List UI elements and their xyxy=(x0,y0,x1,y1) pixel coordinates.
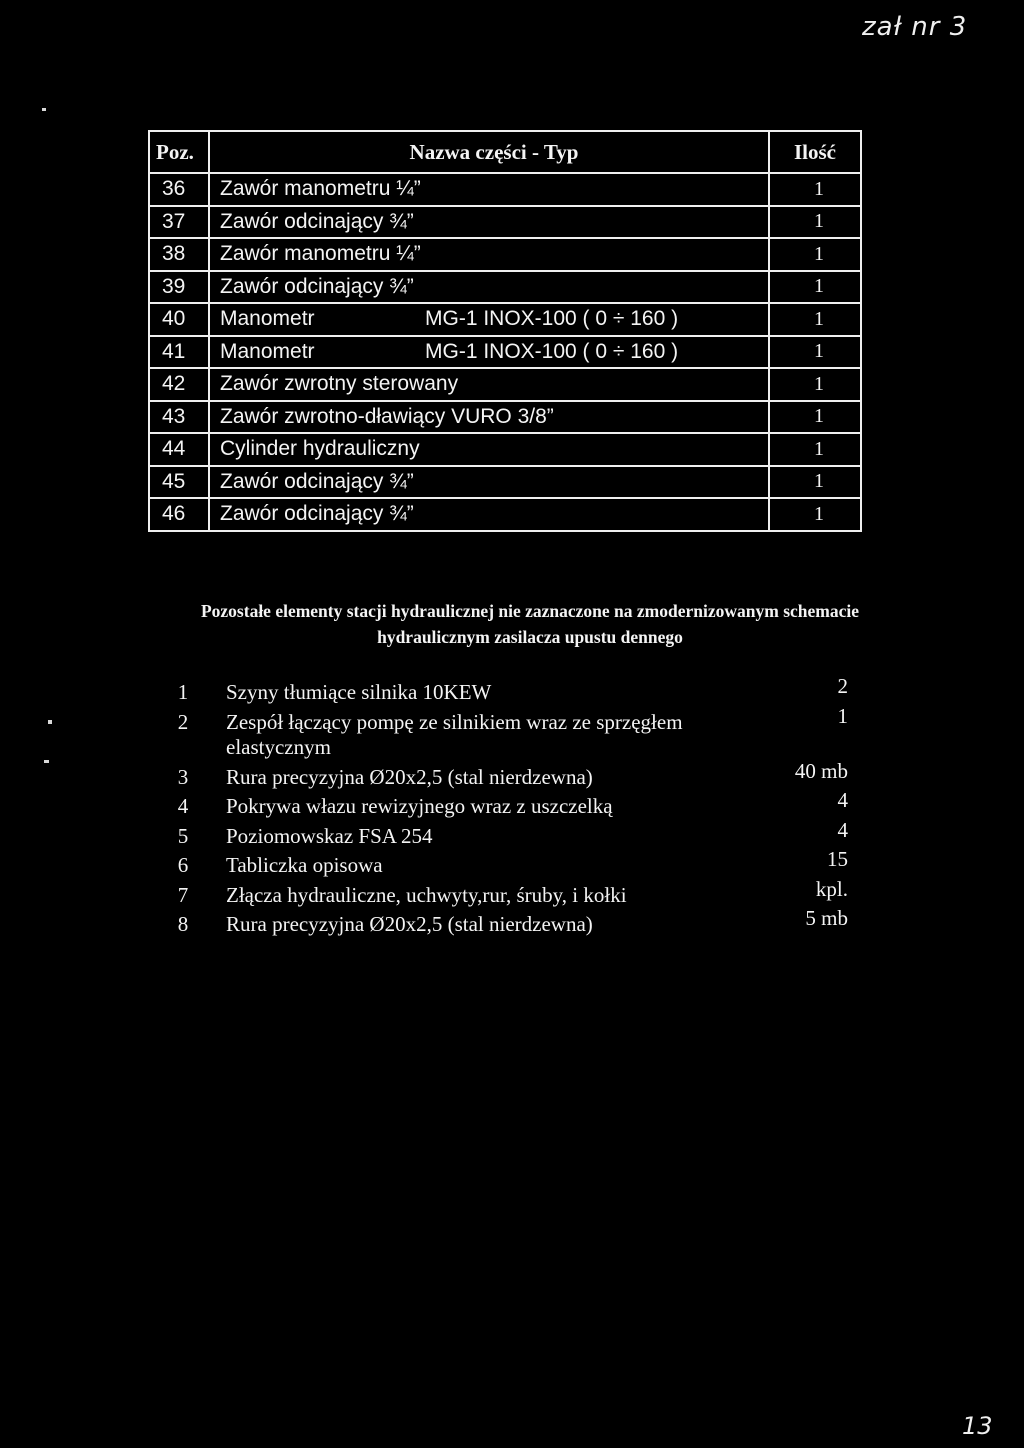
row-position: 46 xyxy=(149,498,209,531)
row-quantity: 1 xyxy=(769,466,861,499)
row-part-name: Zawór odcinający ¾” xyxy=(220,274,414,298)
remaining-elements-list xyxy=(168,674,868,940)
table-row xyxy=(149,271,861,304)
row-part-name-cell xyxy=(209,368,769,401)
row-part-name: Zawór odcinający ¾” xyxy=(220,502,414,526)
table-row xyxy=(149,433,861,466)
list-item xyxy=(168,906,868,940)
attachment-note: zał nr 3 xyxy=(862,12,968,42)
item-name: Poziomowskaz FSA 254 xyxy=(226,823,433,848)
row-part-name: Zawór odcinający ¾” xyxy=(220,209,414,233)
table-row xyxy=(149,173,861,206)
item-name: Złącza hydrauliczne, uchwyty,rur, śruby, i kołki xyxy=(226,882,627,907)
item-quantity: 15 xyxy=(827,847,848,871)
row-quantity: 1 xyxy=(769,238,861,271)
row-part-type: MG-1 INOX-100 ( 0 ÷ 160 ) xyxy=(425,339,679,363)
item-quantity: 4 xyxy=(837,788,848,812)
row-position: 41 xyxy=(149,336,209,369)
table-row xyxy=(149,401,861,434)
row-part-name-cell xyxy=(209,271,769,304)
item-quantity: 5 mb xyxy=(805,906,848,930)
item-name: Rura precyzyjna Ø20x2,5 (stal nierdzewna) xyxy=(226,764,593,789)
row-part-name-cell xyxy=(209,336,769,369)
table-row xyxy=(149,466,861,499)
remaining-elements-note xyxy=(100,598,960,650)
row-part-name-cell xyxy=(209,466,769,499)
row-part-name: Zawór odcinający ¾” xyxy=(220,469,414,493)
row-position: 42 xyxy=(149,368,209,401)
header-quantity: Ilość xyxy=(769,131,861,173)
item-number: 7 xyxy=(177,882,189,907)
item-name: Zespół łączący pompę ze silnikiem wraz ze sprzęgłem elastycznym xyxy=(226,709,683,759)
note-line-2: hydraulicznym zasilacza upustu dennego xyxy=(377,627,683,647)
item-number: 6 xyxy=(177,853,189,877)
row-position: 36 xyxy=(149,173,209,206)
table-row xyxy=(149,206,861,239)
item-number: 4 xyxy=(177,794,189,818)
table-row xyxy=(149,336,861,369)
row-quantity: 1 xyxy=(769,401,861,434)
row-part-name: Manometr xyxy=(220,307,315,331)
row-position: 44 xyxy=(149,433,209,466)
item-name: Rura precyzyjna Ø20x2,5 (stal nierdzewna) xyxy=(226,912,593,936)
row-part-name-cell xyxy=(209,238,769,271)
scan-speck xyxy=(48,720,52,724)
scan-speck xyxy=(44,760,49,763)
page-number: 13 xyxy=(962,1412,993,1440)
row-part-name-cell xyxy=(209,303,769,336)
row-part-name: Zawór manometru ¼” xyxy=(220,242,421,266)
table-row xyxy=(149,368,861,401)
row-position: 38 xyxy=(149,238,209,271)
row-quantity: 1 xyxy=(769,498,861,531)
note-line-1: Pozostałe elementy stacji hydraulicznej nie zaznaczone na zmodernizowanym schemacie xyxy=(200,601,860,621)
item-name: Pokrywa włazu rewizyjnego wraz z uszczelką xyxy=(226,794,613,818)
row-quantity: 1 xyxy=(769,206,861,239)
row-quantity: 1 xyxy=(769,271,861,304)
row-part-name: Zawór manometru ¼” xyxy=(220,177,421,201)
row-part-name: Zawór zwrotny sterowany xyxy=(220,372,459,396)
item-number: 8 xyxy=(177,912,189,936)
row-part-name: Cylinder hydrauliczny xyxy=(220,437,420,461)
header-part-name: Nazwa części - Typ xyxy=(209,131,769,173)
row-position: 37 xyxy=(149,206,209,239)
row-quantity: 1 xyxy=(769,433,861,466)
row-quantity: 1 xyxy=(769,368,861,401)
item-name: Szyny tłumiące silnika 10KEW xyxy=(226,680,492,704)
item-number: 2 xyxy=(177,709,189,734)
row-part-name: Manometr xyxy=(220,339,315,363)
scan-speck xyxy=(42,108,46,111)
item-quantity: 4 xyxy=(837,817,848,842)
table-header-row xyxy=(149,131,861,173)
item-quantity: 40 mb xyxy=(794,758,848,783)
item-quantity: 1 xyxy=(837,703,848,728)
item-name: Tabliczka opisowa xyxy=(226,853,383,877)
header-position: Poz. xyxy=(149,131,209,173)
row-part-type: MG-1 INOX-100 ( 0 ÷ 160 ) xyxy=(425,307,679,331)
row-part-name-cell xyxy=(209,401,769,434)
row-position: 43 xyxy=(149,401,209,434)
list-item xyxy=(168,703,868,763)
table-row xyxy=(149,498,861,531)
row-position: 40 xyxy=(149,303,209,336)
parts-table-body xyxy=(149,173,861,531)
parts-table xyxy=(148,130,862,532)
row-part-name-cell xyxy=(209,433,769,466)
row-quantity: 1 xyxy=(769,303,861,336)
row-quantity: 1 xyxy=(769,336,861,369)
row-position: 39 xyxy=(149,271,209,304)
item-quantity: 2 xyxy=(837,674,848,698)
item-number: 3 xyxy=(177,764,189,789)
table-row xyxy=(149,238,861,271)
table-row xyxy=(149,303,861,336)
row-part-name-cell xyxy=(209,206,769,239)
row-position: 45 xyxy=(149,466,209,499)
row-quantity: 1 xyxy=(769,173,861,206)
row-part-name: Zawór zwrotno-dławiący VURO 3/8” xyxy=(220,404,554,428)
item-number: 5 xyxy=(177,823,189,848)
item-quantity: kpl. xyxy=(815,876,848,901)
row-part-name-cell xyxy=(209,498,769,531)
row-part-name-cell xyxy=(209,173,769,206)
item-number: 1 xyxy=(177,680,189,704)
